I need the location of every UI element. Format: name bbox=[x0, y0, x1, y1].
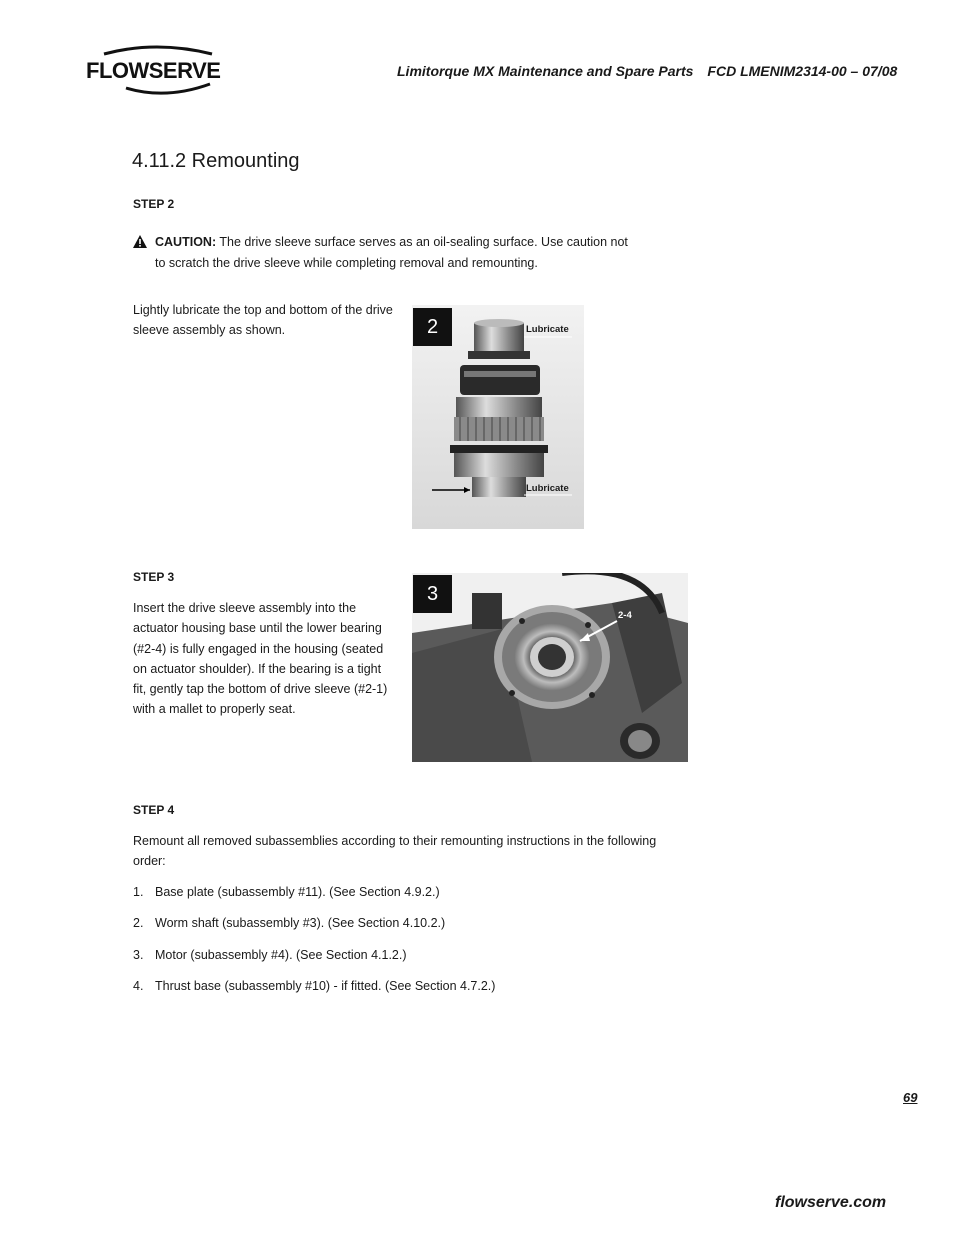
list-item: 3. Motor (subassembly #4). (See Section 4.1.2.) bbox=[133, 948, 407, 962]
lubricate-bottom-callout: Lubricate bbox=[526, 483, 569, 494]
figure-2-badge: 2 bbox=[413, 308, 452, 346]
actuator-housing-photo bbox=[412, 573, 688, 762]
drive-sleeve-photo bbox=[412, 305, 584, 529]
lubricate-top-callout: Lubricate bbox=[526, 324, 569, 335]
doc-code: FCD LMENIM2314-00 – 07/08 bbox=[707, 63, 898, 79]
logo-wordmark: FLOWSERVE bbox=[86, 58, 221, 83]
list-item: 4. Thrust base (subassembly #10) - if fitted. (See Section 4.7.2.) bbox=[133, 979, 496, 993]
bearing-2-4-callout: 2-4 bbox=[618, 610, 632, 621]
footer-website-link[interactable]: flowserve.com bbox=[775, 1194, 887, 1211]
doc-title: Limitorque MX Maintenance and Spare Parts bbox=[397, 63, 694, 79]
caution-text: The drive sleeve surface serves as an oil-sealing surface. Use caution not to scratch the drive sleeve while completing removal and remounting. bbox=[155, 235, 628, 270]
step-2-instruction: Lightly lubricate the top and bottom of the drive sleeve assembly as shown. bbox=[133, 303, 393, 338]
step-4-label: STEP 4 bbox=[133, 803, 175, 817]
section-title: 4.11.2 Remounting bbox=[132, 150, 300, 172]
step-3-label: STEP 3 bbox=[133, 570, 175, 584]
document-header bbox=[397, 63, 897, 79]
caution-note bbox=[133, 232, 633, 274]
list-item: 1. Base plate (subassembly #11). (See Section 4.9.2.) bbox=[133, 885, 440, 899]
page-number: 69 bbox=[903, 1090, 918, 1105]
flowserve-logo bbox=[86, 44, 226, 96]
step-3-instruction: Insert the drive sleeve assembly into the actuator housing base until the lower bearing (#2-4) is fully engaged in the housing (seated on actuator shoulder). If the bearing is a tight fit, gently tap the bottom of drive sleeve (#2-1) with a mallet to properly seat. bbox=[133, 601, 388, 717]
actuator-housing-illustration bbox=[412, 573, 688, 762]
step-4-intro: Remount all removed subassemblies according to their remounting instructions in the following order: bbox=[133, 834, 657, 869]
step-2-label: STEP 2 bbox=[133, 197, 175, 211]
warning-triangle-icon bbox=[133, 235, 147, 248]
caution-label: CAUTION: bbox=[155, 235, 217, 249]
list-item: 2. Worm shaft (subassembly #3). (See Section 4.10.2.) bbox=[133, 916, 446, 930]
figure-3-badge: 3 bbox=[413, 575, 452, 613]
